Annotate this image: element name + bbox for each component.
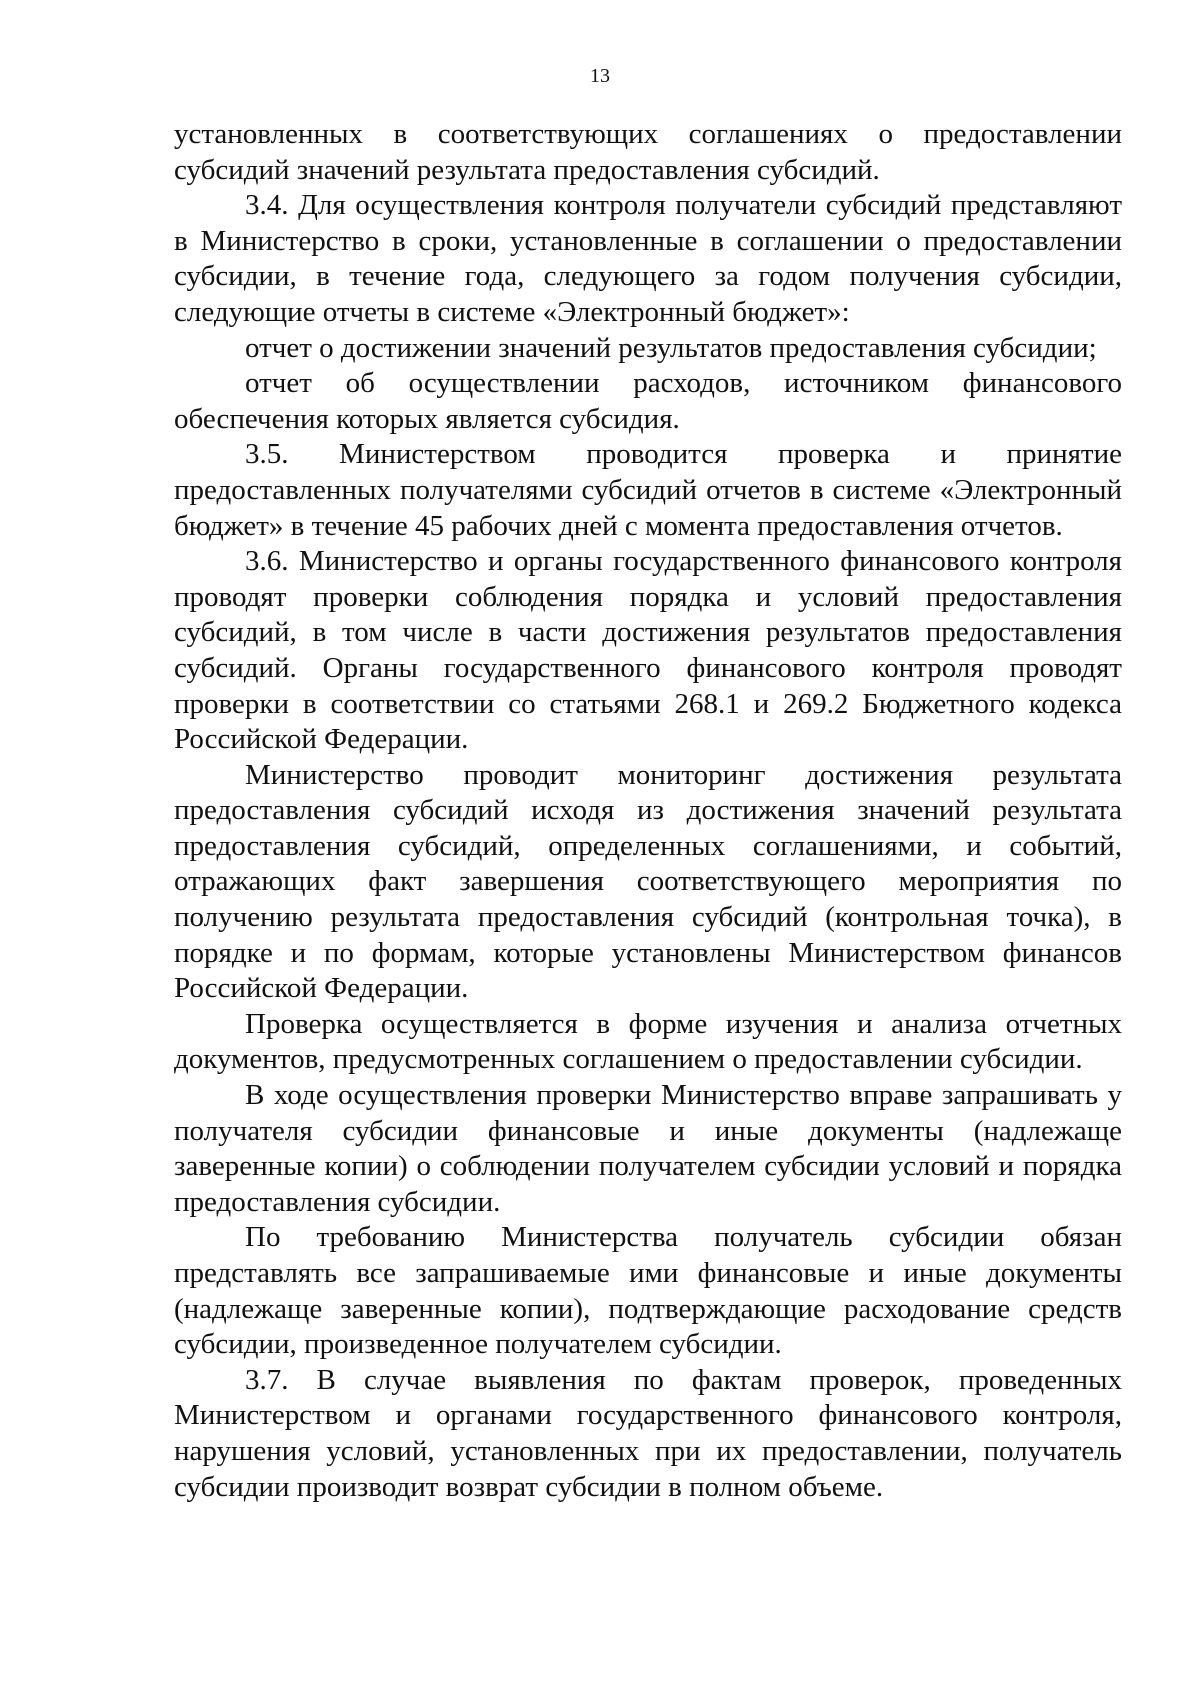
paragraph-verification-form: Проверка осуществляется в форме изучения и анализа отчетных документов, предусмотренных соглашением о предоставлении субсидии.	[174, 1007, 1122, 1076]
paragraph-report-expenses: отчет об осуществлении расходов, источником финансового обеспечения которых является субсидия.	[174, 367, 1122, 435]
paragraph-continuation: установленных в соответствующих соглашениях о предоставлении субсидий значений результата предоставления субсидий.	[174, 118, 1122, 186]
paragraph-document-request: В ходе осуществления проверки Министерство вправе запрашивать у получателя субсидии финансовые и иные документы (надлежаще заверенные копии) о соблюдении получателем субсидии условий и порядка предоставления субсидии.	[174, 1079, 1122, 1218]
document-text	[174, 117, 1122, 1505]
paragraph-3-7: 3.7. В случае выявления по фактам проверок, проведенных Министерством и органами государственного финансового контроля, нарушения условий, установленных при их предоставлении, получатель субсидии производит возврат субсидии в полном объеме.	[174, 1363, 1122, 1503]
paragraph-recipient-obligation: По требованию Министерства получатель субсидии обязан представлять все запрашиваемые ими финансовые и иные документы (надлежаще заверенные копии), подтверждающие расходование средств субсидии, произведенное получателем субсидии.	[174, 1221, 1122, 1361]
paragraph-3-6: 3.6. Министерство и органы государственного финансового контроля проводят проверки соблюдения порядка и условий предоставления субсидий, в том числе в части достижения результатов предоставления субсидий. Органы государственного финансового контроля проводят проверки в соответствии со статьями 268.1 и 269.2 Бюджетного кодекса Российской Федерации.	[174, 545, 1122, 756]
paragraph-monitoring: Министерство проводит мониторинг достижения результата предоставления субсидий исходя из достижения значений результата предоставления субсидий, определенных соглашениями, и событий, отражающих факт завершения соответствующего мероприятия по получению результата предоставления субсидий (контрольная точка), в порядке и по формам, которые установлены Министерством финансов Российской Федерации.	[174, 758, 1122, 1005]
paragraph-3-5: 3.5. Министерством проводится проверка и принятие предоставленных получателями субсидий отчетов в системе «Электронный бюджет» в течение 45 рабочих дней с момента предоставления отчетов.	[174, 438, 1122, 542]
page-number: 13	[590, 65, 610, 87]
paragraph-report-results: отчет о достижении значений результатов предоставления субсидии;	[245, 331, 1097, 364]
paragraph-3-4: 3.4. Для осуществления контроля получатели субсидий представляют в Министерство в сроки, установленные в соглашении о предоставлении субсидии, в течение года, следующего за годом получения субсидии, следующие отчеты в системе «Электронный бюджет»:	[174, 189, 1122, 328]
